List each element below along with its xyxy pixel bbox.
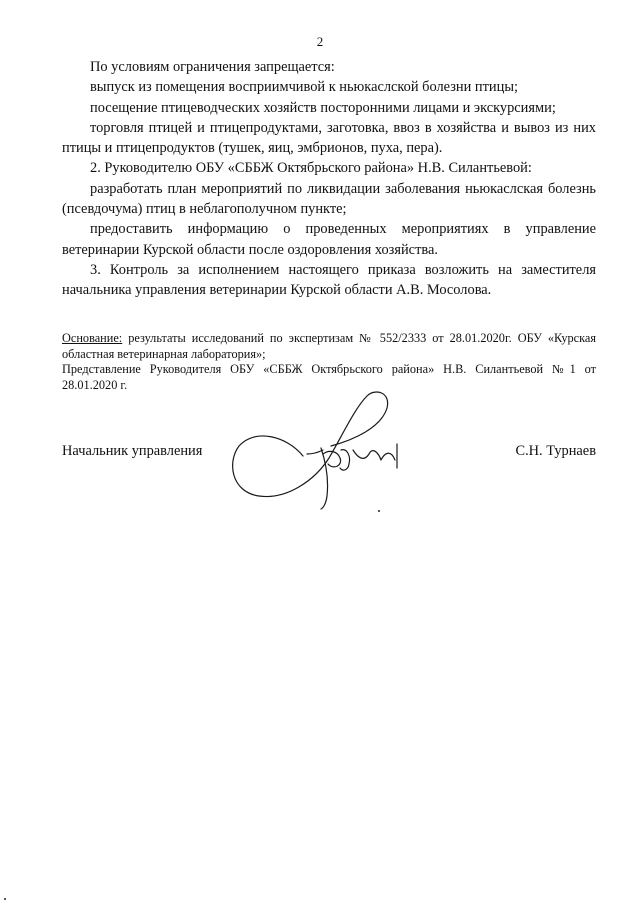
paragraph: посещение птицеводческих хозяйств посторонними лицами и экскурсиями; [90, 99, 556, 116]
signatory-name: С.Н. Турнаев [515, 443, 596, 459]
paragraph: торговля птицей и птицепродуктами, заготовка, ввоз в хозяйства и вывоз из них птицы и птицепродуктов (тушек, яиц, эмбрионов, пуха, пера). [62, 119, 596, 157]
basis-note [62, 331, 596, 362]
page-number: 2 [316, 34, 324, 49]
signatory-position: Начальник управления [62, 443, 203, 459]
basis-label: Основание: [62, 331, 123, 345]
scan-speck [378, 510, 380, 512]
handwritten-signature [225, 388, 415, 510]
paragraph: 3. Контроль за исполнением настоящего приказа возложить на заместителя начальника управления ветеринарии Курской области А.В. Мосолова. [62, 261, 596, 299]
representation-note: Представление Руководителя ОБУ «СББЖ Октябрьского района» Н.В. Силантьевой №1 от 28.01.2020 г. [62, 362, 596, 392]
paragraph: разработать план мероприятий по ликвидации заболевания ньюкаслская болезнь (псевдочума) птиц в неблагополучном пункте; [62, 180, 596, 218]
scan-speck [4, 898, 6, 900]
paragraph: 2. Руководителю ОБУ «СББЖ Октябрьского района» Н.В. Силантьевой: [90, 160, 532, 177]
paragraph: предоставить информацию о проведенных мероприятиях в управление ветеринарии Курской области после оздоровления хозяйства. [62, 221, 596, 258]
order-body [62, 57, 596, 301]
footnote-block [62, 331, 596, 393]
paragraph: По условиям ограничения запрещается: [90, 59, 335, 75]
basis-text: результаты исследований по экспертизам № 552/2333 от 28.01.2020г. ОБУ «Курская областная ветеринарная лаборатория»; [62, 331, 596, 361]
paragraph: выпуск из помещения восприимчивой к ньюкаслской болезни птицы; [90, 79, 518, 96]
